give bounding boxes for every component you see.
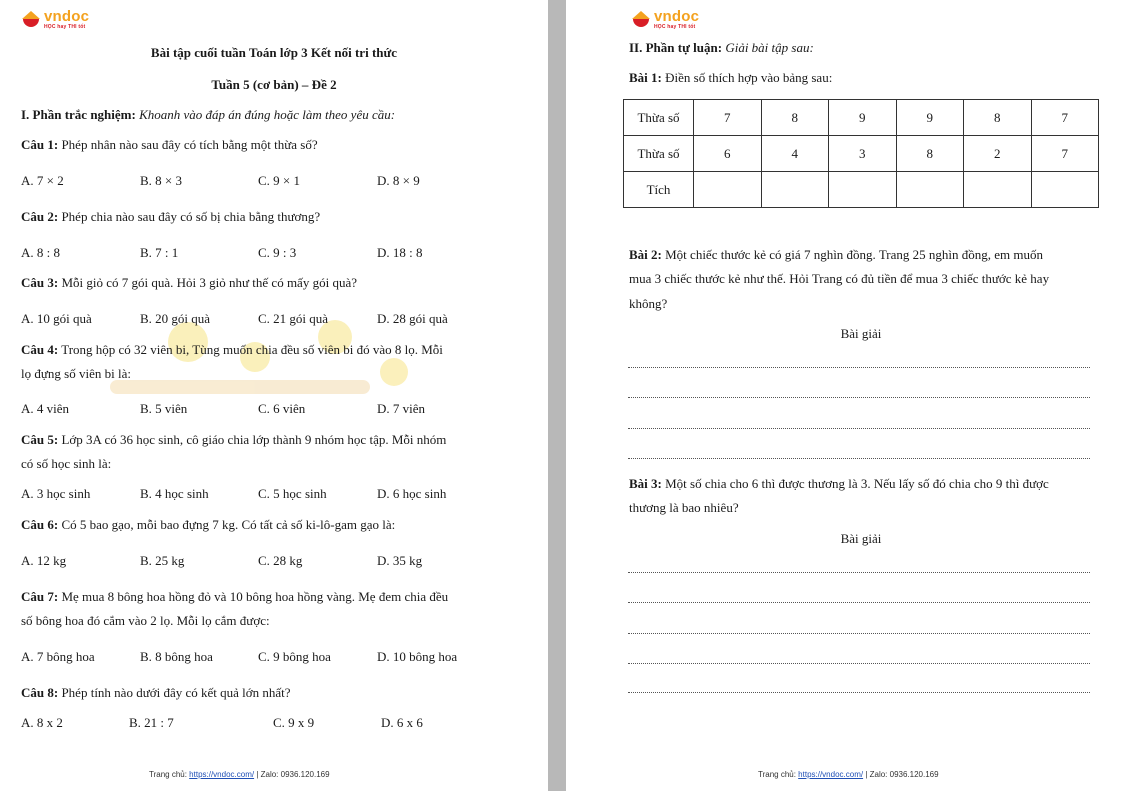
- q3-option-a[interactable]: A. 10 gói quà: [21, 311, 92, 326]
- logo-slogan: HỌC hay THI tốt: [654, 24, 696, 30]
- question-8: Câu 8: Phép tính nào dưới đây có kết quả lớn nhất?: [21, 685, 291, 700]
- vndoc-logo-right[interactable]: [630, 9, 699, 33]
- q3-option-d[interactable]: D. 28 gói quà: [377, 311, 448, 326]
- q5-option-a[interactable]: A. 3 học sinh: [21, 486, 91, 501]
- logo-slogan: HỌC hay THI tốt: [44, 24, 86, 30]
- footer-link[interactable]: https://vndoc.com/: [189, 770, 255, 779]
- bai-1: Bài 1: Điền số thích hợp vào bảng sau:: [629, 70, 833, 85]
- question-3: Câu 3: Mỗi giỏ có 7 gói quà. Hỏi 3 giỏ như thế có mấy gói quà?: [21, 275, 357, 290]
- question-5-cont: có số học sinh là:: [21, 456, 112, 471]
- table-cell: 9: [896, 100, 964, 136]
- q4-option-d[interactable]: D. 7 viên: [377, 401, 426, 416]
- question-4-cont: lọ đựng số viên bi là:: [21, 366, 131, 381]
- q3-option-b[interactable]: B. 20 gói quà: [140, 311, 211, 326]
- vndoc-logo[interactable]: [20, 9, 89, 33]
- q4-option-b[interactable]: B. 5 viên: [140, 401, 188, 416]
- q8-option-c[interactable]: C. 9 x 9: [273, 715, 315, 730]
- table-row: [624, 172, 1099, 208]
- q7-option-b[interactable]: B. 8 bông hoa: [140, 649, 213, 664]
- table-cell: 8: [896, 136, 964, 172]
- q2-option-c[interactable]: C. 9 : 3: [258, 245, 297, 260]
- table-cell-empty[interactable]: [1031, 172, 1099, 208]
- page-left: [0, 0, 548, 791]
- table-row: [624, 136, 1099, 172]
- q1-option-a[interactable]: A. 7 × 2: [21, 173, 64, 188]
- question-5: Câu 5: Lớp 3A có 36 học sinh, cô giáo chia lớp thành 9 nhóm học tập. Mỗi nhóm: [21, 432, 447, 447]
- q1-option-c[interactable]: C. 9 × 1: [258, 173, 301, 188]
- table-cell: 9: [829, 100, 897, 136]
- table-cell: 7: [694, 100, 762, 136]
- section-1-heading: I. Phần trắc nghiệm: Khoanh vào đáp án đúng hoặc làm theo yêu cầu:: [21, 107, 396, 122]
- answer-line[interactable]: [628, 663, 1090, 664]
- table-cell-empty[interactable]: [761, 172, 829, 208]
- q5-option-d[interactable]: D. 6 học sinh: [377, 486, 447, 501]
- q7-option-c[interactable]: C. 9 bông hoa: [258, 649, 331, 664]
- solution-label-2: Bài giải: [840, 326, 882, 341]
- bai-3-cont: thương là bao nhiêu?: [629, 500, 739, 515]
- q3-option-c[interactable]: C. 21 gói quà: [258, 311, 329, 326]
- question-7-cont: số bông hoa đó cắm vào 2 lọ. Mỗi lọ cắm được:: [21, 613, 270, 628]
- table-cell: 2: [964, 136, 1032, 172]
- bai-2: Bài 2: Một chiếc thước kẻ có giá 7 nghìn đồng. Trang 25 nghìn đồng, em muốn: [629, 247, 1044, 262]
- answer-line[interactable]: [628, 397, 1090, 398]
- q7-option-a[interactable]: A. 7 bông hoa: [21, 649, 95, 664]
- graduation-cap-icon: [20, 9, 42, 29]
- table-cell: 8: [761, 100, 829, 136]
- table-cell-empty[interactable]: [964, 172, 1032, 208]
- table-cell: 7: [1031, 100, 1099, 136]
- question-7: Câu 7: Mẹ mua 8 bông hoa hồng đỏ và 10 bông hoa hồng vàng. Mẹ đem chia đều: [21, 589, 449, 604]
- footer-left: Trang chủ: https://vndoc.com/ | Zalo: 0936.120.169: [149, 770, 330, 779]
- table-cell: 3: [829, 136, 897, 172]
- answer-line[interactable]: [628, 428, 1090, 429]
- table-cell-empty[interactable]: [829, 172, 897, 208]
- question-6: Câu 6: Có 5 bao gạo, mỗi bao đựng 7 kg. Có tất cả số ki-lô-gam gạo là:: [21, 517, 396, 532]
- logo-word: vndoc: [44, 8, 90, 25]
- q6-option-c[interactable]: C. 28 kg: [258, 553, 303, 568]
- q5-option-b[interactable]: B. 4 học sinh: [140, 486, 209, 501]
- q2-option-a[interactable]: A. 8 : 8: [21, 245, 60, 260]
- table-head-factor-2: Thừa số: [624, 136, 694, 172]
- bai-2-cont-2: không?: [629, 296, 668, 311]
- q6-option-b[interactable]: B. 25 kg: [140, 553, 185, 568]
- q6-option-a[interactable]: A. 12 kg: [21, 553, 67, 568]
- table-cell-empty[interactable]: [896, 172, 964, 208]
- q2-option-b[interactable]: B. 7 : 1: [140, 245, 179, 260]
- answer-line[interactable]: [628, 458, 1090, 459]
- q4-option-a[interactable]: A. 4 viên: [21, 401, 70, 416]
- answer-line[interactable]: [628, 367, 1090, 368]
- q8-option-b[interactable]: B. 21 : 7: [129, 715, 174, 730]
- table-cell: 8: [964, 100, 1032, 136]
- table-cell: 6: [694, 136, 762, 172]
- table-head-product: Tích: [624, 172, 694, 208]
- q8-option-d[interactable]: D. 6 x 6: [381, 715, 423, 730]
- doc-subtitle: Tuần 5 (cơ bản) – Đề 2: [211, 77, 337, 92]
- q2-option-d[interactable]: D. 18 : 8: [377, 245, 423, 260]
- question-2: Câu 2: Phép chia nào sau đây có số bị chia bằng thương?: [21, 209, 321, 224]
- q7-option-d[interactable]: D. 10 bông hoa: [377, 649, 458, 664]
- footer-link[interactable]: https://vndoc.com/: [798, 770, 864, 779]
- footer-right: Trang chủ: https://vndoc.com/ | Zalo: 0936.120.169: [758, 770, 939, 779]
- table-head-factor-1: Thừa số: [624, 100, 694, 136]
- question-1: Câu 1: Phép nhân nào sau đây có tích bằng một thừa số?: [21, 137, 318, 152]
- table-cell: 7: [1031, 136, 1099, 172]
- question-4: Câu 4: Trong hộp có 32 viên bi, Tùng muốn chia đều số viên bi đó vào 8 lọ. Mỗi: [21, 342, 443, 357]
- q8-option-a[interactable]: A. 8 x 2: [21, 715, 63, 730]
- answer-line[interactable]: [628, 602, 1090, 603]
- q1-option-d[interactable]: D. 8 × 9: [377, 173, 420, 188]
- answer-line[interactable]: [628, 692, 1090, 693]
- answer-line[interactable]: [628, 633, 1090, 634]
- section-2-heading: II. Phần tự luận: Giải bài tập sau:: [629, 40, 814, 55]
- q5-option-c[interactable]: C. 5 học sinh: [258, 486, 327, 501]
- solution-label-3: Bài giải: [840, 531, 882, 546]
- multiplication-table: [623, 99, 1099, 208]
- graduation-cap-icon: [630, 9, 652, 29]
- table-cell: 4: [761, 136, 829, 172]
- q4-option-c[interactable]: C. 6 viên: [258, 401, 306, 416]
- table-row: [624, 100, 1099, 136]
- bai-3: Bài 3: Một số chia cho 6 thì được thương là 3. Nếu lấy số đó chia cho 9 thì được: [629, 476, 1049, 491]
- q1-option-b[interactable]: B. 8 × 3: [140, 173, 183, 188]
- answer-line[interactable]: [628, 572, 1090, 573]
- doc-title: Bài tập cuối tuần Toán lớp 3 Kết nối tri thức: [150, 45, 398, 60]
- q6-option-d[interactable]: D. 35 kg: [377, 553, 423, 568]
- logo-word: vndoc: [654, 8, 700, 25]
- table-cell-empty[interactable]: [694, 172, 762, 208]
- bai-2-cont: mua 3 chiếc thước kẻ như thế. Hỏi Trang có đủ tiền để mua 3 chiếc thước kẻ hay: [629, 271, 1050, 286]
- page-right: [566, 0, 1134, 791]
